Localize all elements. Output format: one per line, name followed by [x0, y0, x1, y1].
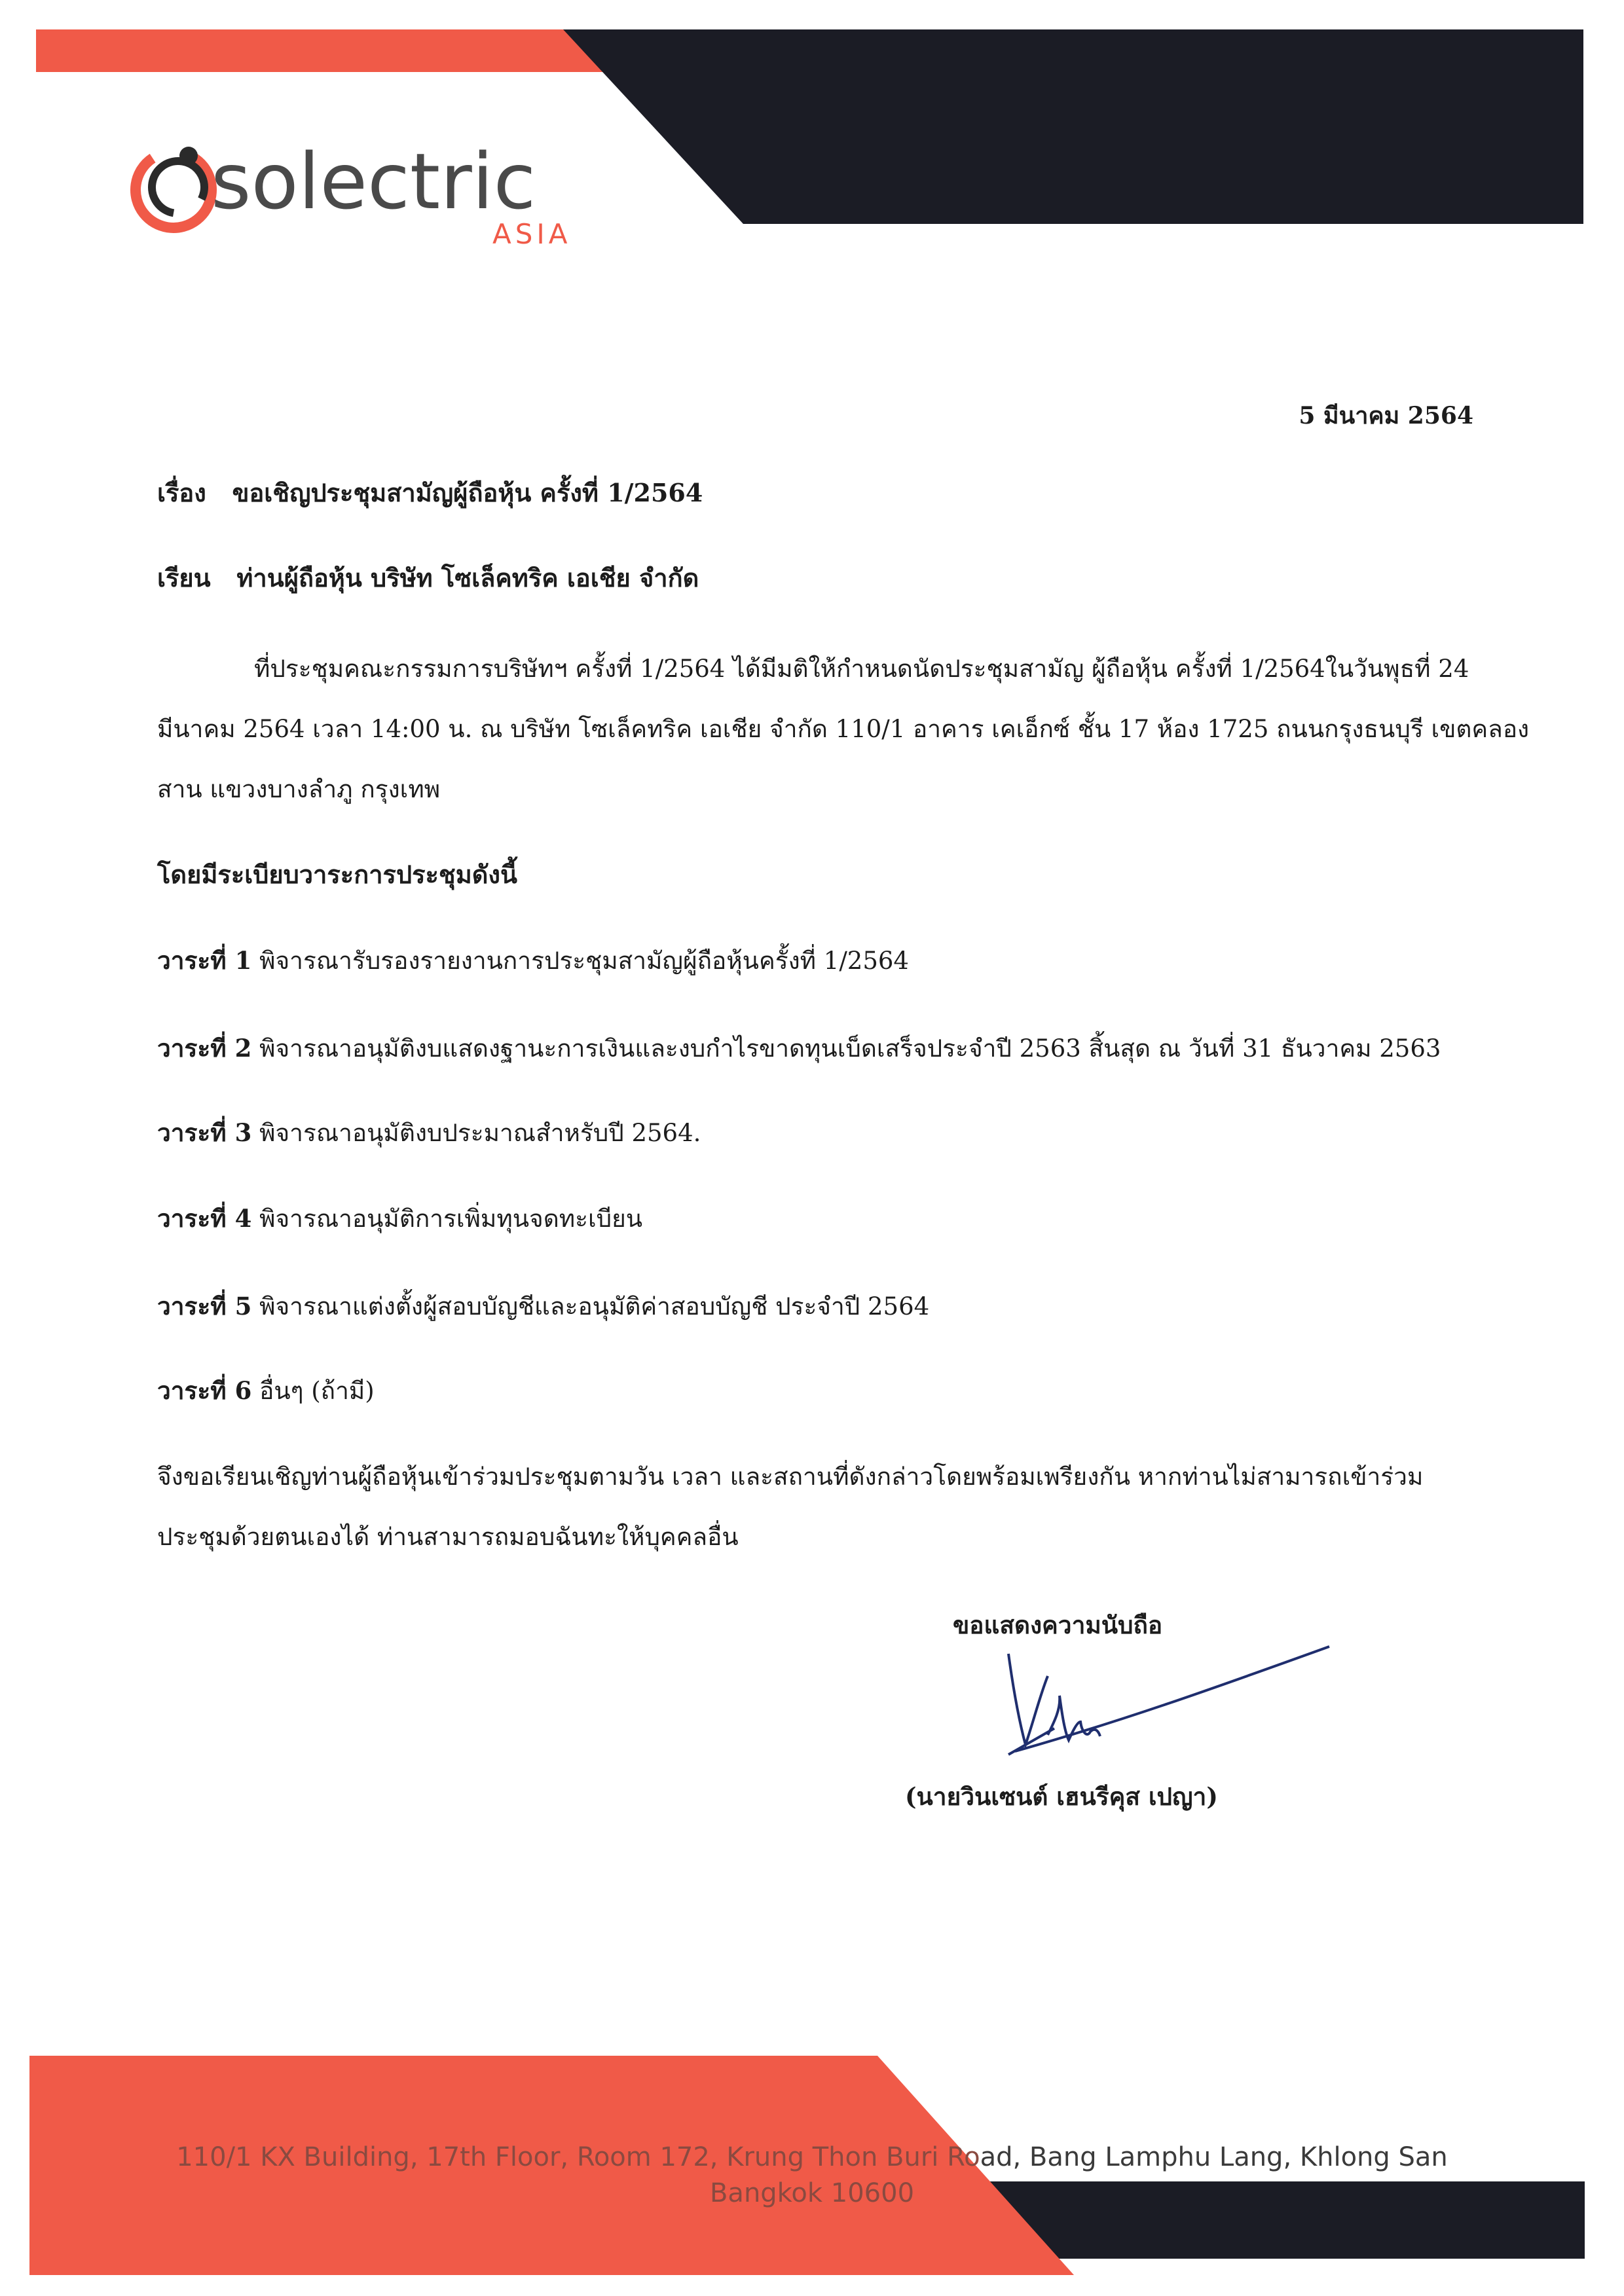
agenda-text: พิจารณารับรองรายงานการประชุมสามัญผู้ถือหุ้นครั้งที่ 1/2564 [259, 947, 909, 975]
agenda-text: อื่นๆ (ถ้ามี) [259, 1377, 375, 1405]
invitation-paragraph [157, 1447, 1467, 1567]
salutation-label: เรียน [157, 563, 211, 592]
salutation-text: ท่านผู้ถือหุ้น บริษัท โซเล็คทริค เอเชีย จำกัด [236, 563, 699, 592]
agenda-label: วาระที่ 4 [157, 1204, 252, 1233]
letter-subject [157, 473, 703, 513]
address-part: ad, Bang Lamphu Lang, Khlong San [980, 2142, 1448, 2172]
invitation-line: ประชุมด้วยตนเองได้ ท่านสามารถมอบฉันทะให้บุคคลอื่น [157, 1523, 739, 1551]
agenda-item [157, 1199, 642, 1238]
logo-wordmark: solectric [211, 136, 536, 227]
agenda-label: วาระที่ 1 [157, 946, 252, 975]
agenda-label: วาระที่ 3 [157, 1118, 252, 1147]
letter-salutation [157, 558, 699, 598]
agenda-item [157, 941, 909, 980]
logo-dot [179, 147, 198, 165]
agenda-label: วาระที่ 5 [157, 1292, 252, 1321]
agenda-heading: โดยมีระเบียบวาระการประชุมดังนี้ [157, 860, 517, 889]
agenda-label: วาระที่ 2 [157, 1034, 252, 1063]
agenda-item [157, 1114, 701, 1152]
header-orange-band [36, 29, 655, 72]
logo-ring [122, 138, 225, 242]
solectric-logo [111, 131, 609, 262]
subject-label: เรื่อง [157, 478, 206, 507]
address-part: 110/1 KX Building, 17th Floor, Room 172, Krung Thon Buri Ro [176, 2142, 980, 2172]
header-dark-band [563, 29, 1583, 224]
agenda-text: พิจารณาอนุมัติงบแสดงฐานะการเงินและงบกำไรขาดทุนเบ็ดเสร็จประจำปี 2563 สิ้นสุด ณ วันที่ 31 ธันวาคม 2563 [259, 1034, 1441, 1063]
intro-line: ที่ประชุมคณะกรรมการบริษัทฯ ครั้งที่ 1/2564 ได้มีมติให้กำหนดนัดประชุมสามัญ ผู้ถือหุ้น ครั้งที่ 1/2564ในวันพุธที่ 24 [254, 655, 1469, 683]
agenda-label: วาระที่ 6 [157, 1376, 252, 1405]
signature [950, 1624, 1342, 1787]
signatory-name: (นายวินเซนต์ เฮนรีคุส เปญา) [905, 1782, 1218, 1811]
intro-line: มีนาคม 2564 เวลา 14:00 น. ณ บริษัท โซเล็คทริค เอเชีย จำกัด 110/1 อาคาร เคเอ็กซ์ ชั้น 17 ห้อง 1725 ถนนกรุงธนบุรี เขตคลอง [157, 715, 1530, 743]
agenda-item [157, 1372, 375, 1410]
footer-address-line1 [0, 2142, 1624, 2172]
agenda-item [157, 1029, 1441, 1068]
letter-date: 5 มีนาคม 2564 [1299, 402, 1473, 429]
footer-address-line2: Bangkok 10600 [709, 2178, 915, 2208]
invitation-line: จึงขอเรียนเชิญท่านผู้ถือหุ้นเข้าร่วมประชุมตามวัน เวลา และสถานที่ดังกล่าวโดยพร้อมเพรียงกัน หากท่านไม่สามารถเข้าร่วม [157, 1463, 1424, 1491]
logo-ring-inner [148, 157, 209, 218]
closing-text: ขอแสดงความนับถือ [953, 1611, 1163, 1639]
subject-text: ขอเชิญประชุมสามัญผู้ถือหุ้น ครั้งที่ 1/2564 [232, 478, 703, 507]
agenda-text: พิจารณาอนุมัติงบประมาณสำหรับปี 2564. [259, 1119, 701, 1147]
agenda-item [157, 1287, 929, 1326]
intro-paragraph [157, 639, 1530, 820]
intro-line: สาน แขวงบางลำภู กรุงเทพ [157, 775, 441, 803]
agenda-text: พิจารณาอนุมัติการเพิ่มทุนจดทะเบียน [259, 1205, 643, 1233]
agenda-text: พิจารณาแต่งตั้งผู้สอบบัญชีและอนุมัติค่าสอบบัญชี ประจำปี 2564 [259, 1292, 930, 1321]
logo-tagline: ASIA [492, 218, 572, 250]
